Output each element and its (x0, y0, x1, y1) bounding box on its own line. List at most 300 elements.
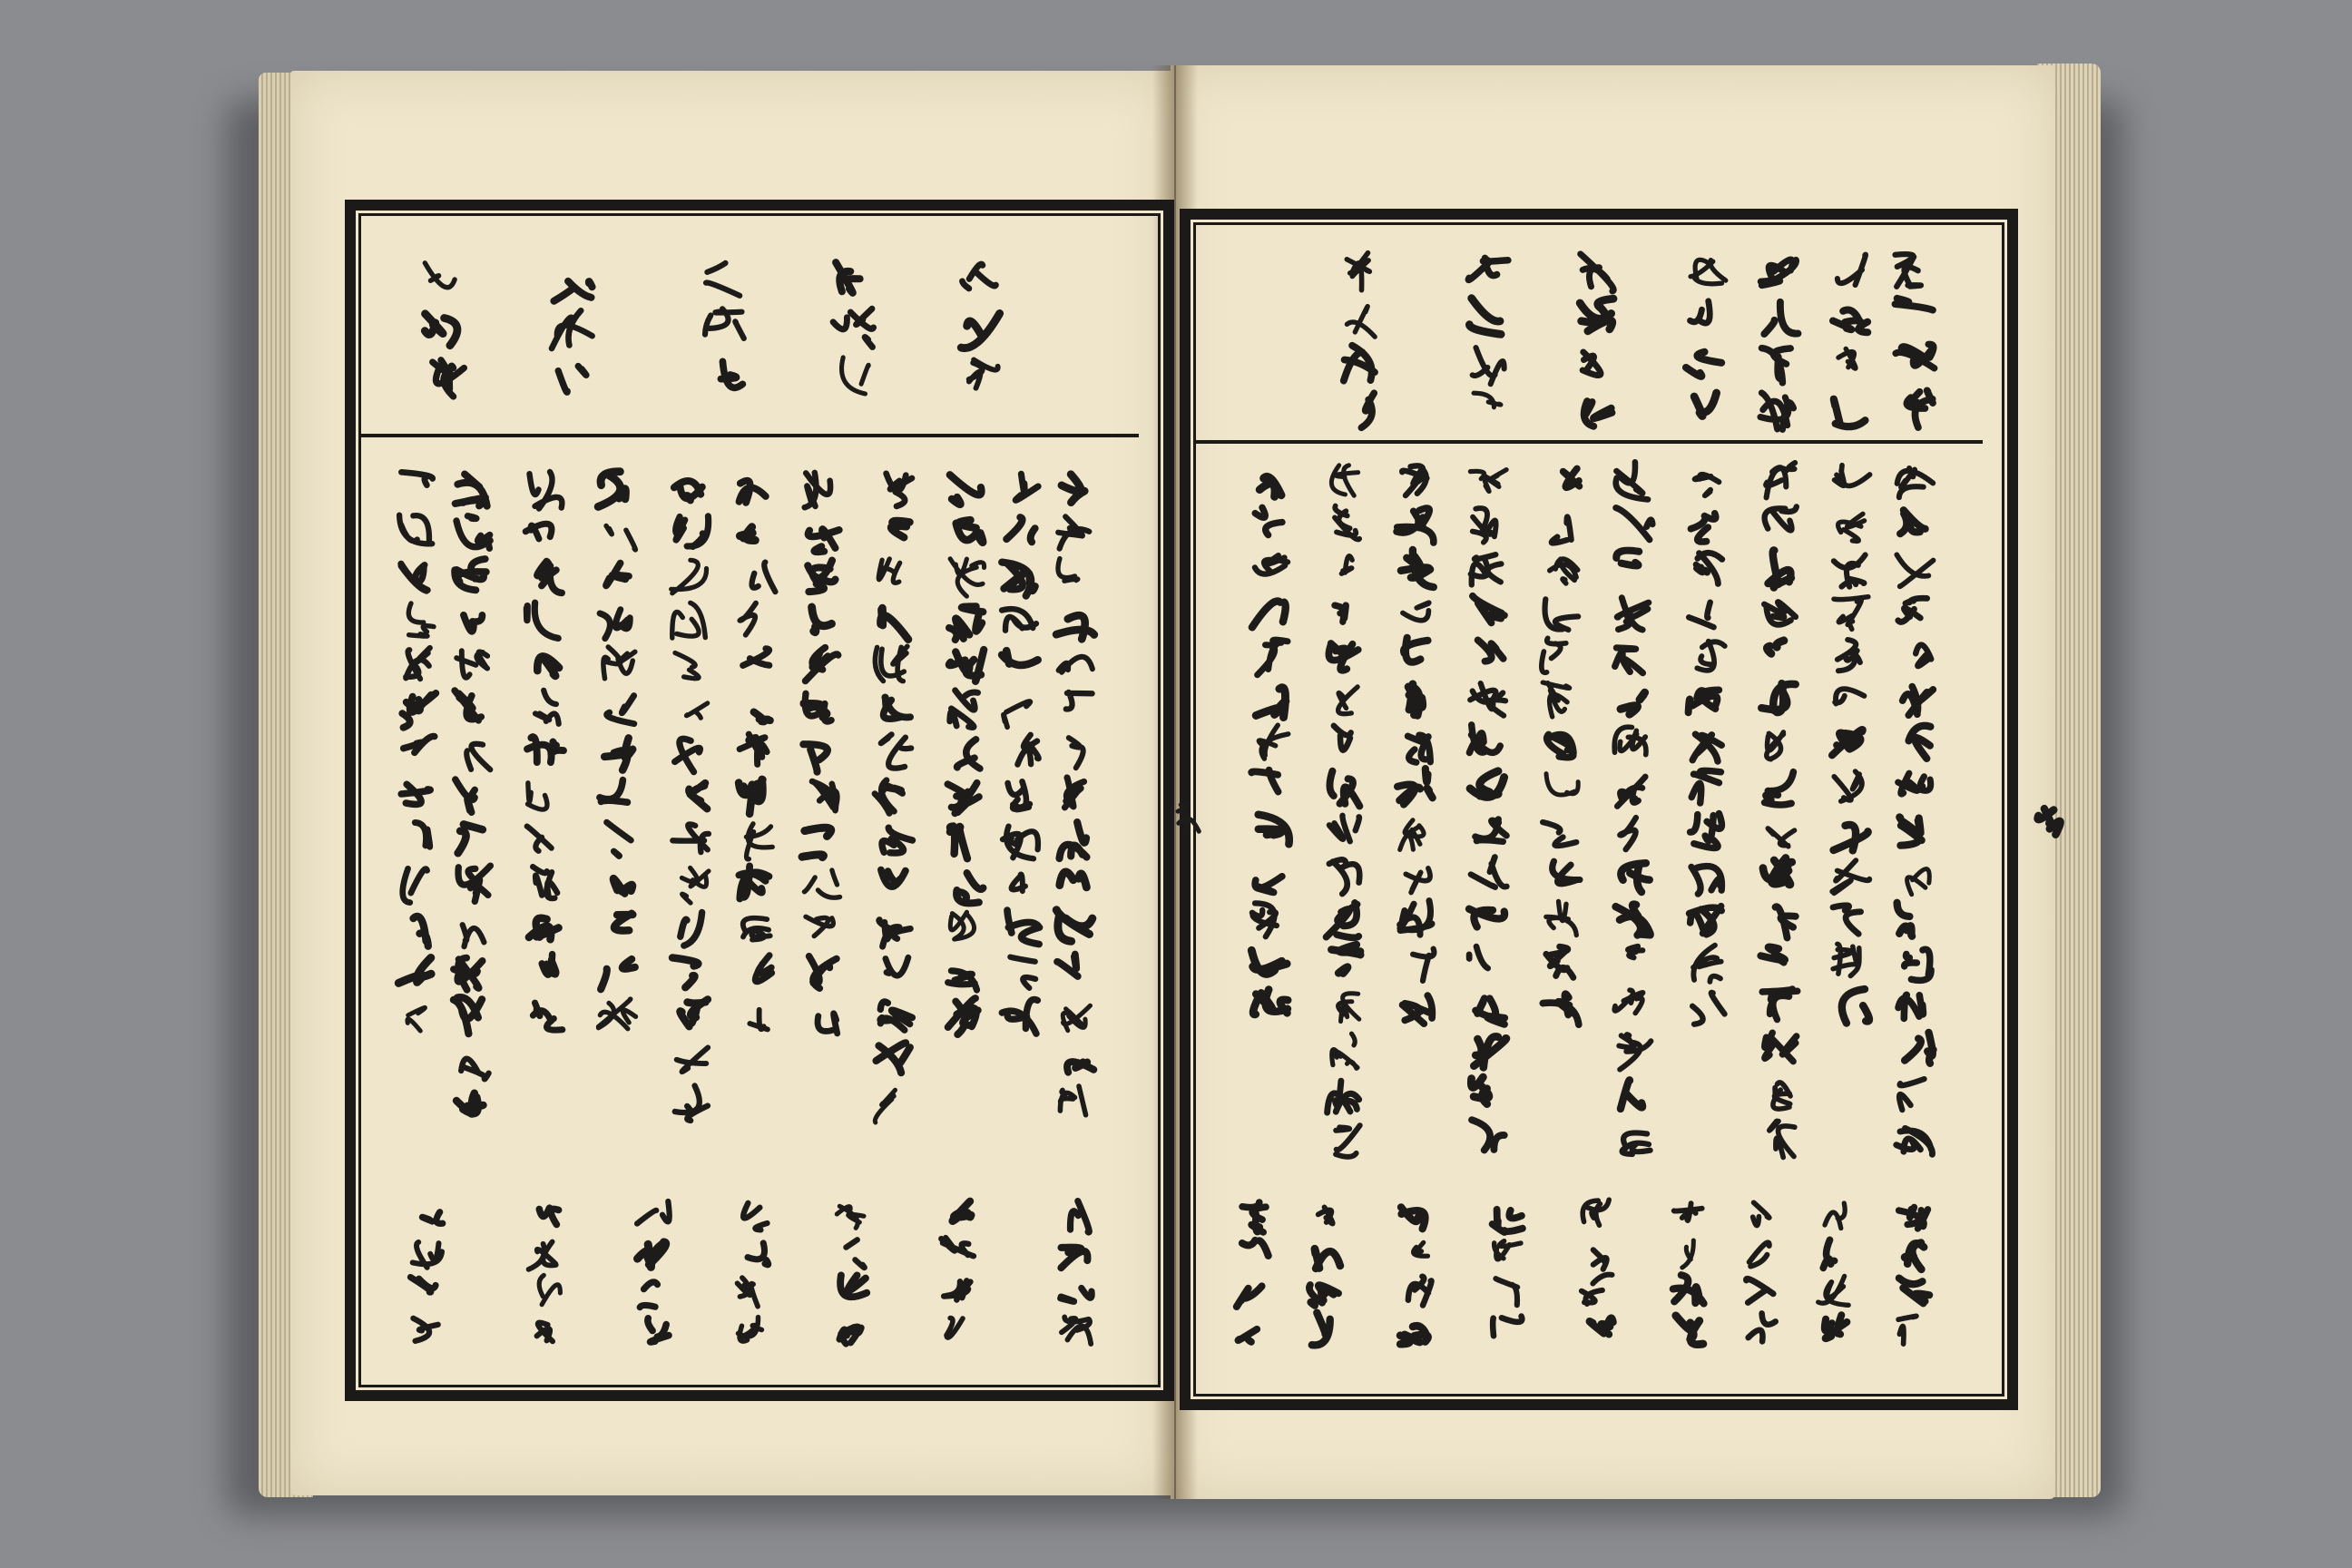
left-body-glyph (948, 998, 978, 1034)
left-footer-glyph (839, 1327, 861, 1344)
left-body-glyph (614, 914, 632, 931)
right-body-glyph (1896, 1128, 1933, 1154)
left-body-glyph (408, 603, 434, 636)
left-body-glyph (404, 736, 435, 752)
left-body-glyph (805, 473, 830, 507)
right-body-glyph (1899, 1079, 1925, 1110)
right-header-glyph (1690, 301, 1710, 323)
right-body-glyph (1764, 602, 1796, 624)
right-footer-glyph (1682, 1240, 1694, 1268)
right-body-glyph (1909, 726, 1931, 759)
left-body-glyph (1058, 516, 1089, 548)
left-body-glyph (947, 783, 979, 814)
right-body-glyph (1471, 554, 1502, 584)
right-body-glyph (1341, 556, 1352, 573)
right-header-glyph (1838, 255, 1866, 285)
right-body-glyph (1763, 858, 1792, 885)
right-body-glyph (1251, 950, 1287, 974)
right-body-glyph (1334, 726, 1351, 750)
right-body-glyph (1406, 868, 1430, 893)
left-footer-glyph (840, 1275, 867, 1297)
right-body-glyph (1546, 946, 1573, 977)
left-body-glyph (1064, 778, 1083, 808)
right-body-glyph (1616, 508, 1652, 540)
right-body-glyph (1616, 551, 1639, 566)
right-header-glyph (1347, 307, 1375, 338)
left-body-glyph (1058, 559, 1078, 582)
left-body-glyph (875, 646, 907, 681)
left-footer-glyph (648, 1318, 669, 1342)
left-body-glyph (600, 780, 628, 803)
left-footer-glyph (846, 1240, 864, 1268)
left-body-glyph (458, 824, 483, 853)
right-footer-glyph (1899, 1279, 1929, 1304)
left-body-glyph (675, 1086, 708, 1121)
right-body-glyph (1691, 770, 1720, 803)
left-body-glyph (884, 697, 911, 719)
right-body-glyph (1832, 860, 1869, 893)
right-body-glyph (1256, 688, 1286, 718)
right-header-glyph (1468, 258, 1508, 279)
right-body-glyph (1760, 947, 1785, 963)
left-body-glyph (456, 779, 475, 812)
right-footer-glyph (1825, 1203, 1845, 1229)
left-body-glyph (461, 1059, 488, 1080)
right-footer-glyph (1676, 1316, 1703, 1345)
left-body-glyph (812, 607, 832, 632)
left-body-glyph (672, 824, 709, 852)
right-header-glyph (1760, 260, 1796, 285)
right-body-glyph (1407, 735, 1430, 762)
right-body-glyph (1478, 640, 1504, 661)
right-body-glyph (1553, 861, 1580, 884)
right-body-glyph (1397, 769, 1433, 804)
right-body-glyph (1400, 901, 1432, 936)
left-body-glyph (454, 958, 483, 990)
right-body-glyph (1765, 506, 1797, 530)
left-footer-glyph (748, 1243, 769, 1265)
left-footer-glyph (941, 1238, 974, 1256)
left-body-glyph (527, 737, 564, 762)
right-body-glyph (1690, 514, 1715, 542)
left-body-glyph (948, 971, 977, 990)
left-body-glyph (542, 955, 556, 975)
left-header-glyph (706, 263, 740, 296)
left-body-glyph (672, 957, 698, 987)
right-body-glyph (1690, 906, 1722, 935)
right-body-glyph (1615, 648, 1643, 673)
left-body-glyph (809, 956, 837, 988)
left-body-glyph (875, 780, 902, 813)
right-header-glyph (1762, 348, 1791, 383)
left-body-glyph (1002, 563, 1035, 596)
right-body-glyph (1691, 867, 1721, 895)
left-body-glyph (887, 474, 912, 506)
left-body-glyph (464, 615, 483, 632)
right-body-glyph (1834, 597, 1868, 630)
left-body-glyph (1006, 517, 1034, 542)
right-header-glyph (1834, 399, 1866, 426)
right-footer-glyph (1400, 1326, 1428, 1344)
right-body-glyph (1916, 645, 1931, 666)
right-body-glyph (1896, 554, 1933, 586)
left-body-glyph (950, 912, 974, 939)
left-body-glyph (803, 693, 831, 721)
left-body-glyph (1002, 609, 1036, 631)
right-body-glyph (1329, 771, 1359, 807)
right-body-glyph (1255, 507, 1282, 534)
left-body-glyph (407, 1007, 426, 1031)
right-body-glyph (1328, 643, 1357, 671)
left-footer-glyph (539, 1275, 560, 1304)
right-body-glyph (1469, 909, 1504, 927)
left-body-glyph (456, 1093, 484, 1114)
right-body-glyph (1689, 603, 1713, 628)
right-body-glyph (1543, 994, 1579, 1024)
left-body-glyph (891, 521, 909, 537)
left-header-glyph (836, 262, 860, 293)
left-header-glyph (554, 281, 593, 301)
left-body-glyph (881, 870, 906, 887)
left-footer-glyph (539, 1208, 558, 1224)
left-body-glyph (1060, 1086, 1085, 1115)
right-body-glyph (1614, 990, 1642, 1013)
left-body-glyph (415, 823, 429, 848)
left-body-glyph (755, 956, 771, 982)
left-body-glyph (604, 738, 632, 769)
left-footer-glyph (637, 1201, 670, 1224)
right-body-glyph (1898, 598, 1927, 622)
right-body-glyph (1338, 994, 1359, 1022)
left-footer-glyph (738, 1278, 759, 1307)
left-footer-glyph (953, 1201, 972, 1221)
left-body-glyph (808, 529, 839, 552)
left-header-glyph (842, 358, 869, 394)
fold-glyph-right (2038, 808, 2061, 835)
left-body-glyph (533, 867, 557, 898)
right-footer-glyph (1312, 1313, 1330, 1346)
right-footer-glyph (1746, 1279, 1773, 1302)
right-body-glyph (1769, 550, 1791, 587)
right-body-glyph (1835, 689, 1864, 703)
right-footer-glyph (1309, 1285, 1338, 1306)
right-body-glyph (1331, 466, 1357, 495)
right-body-glyph (1473, 596, 1504, 623)
right-body-glyph (1767, 732, 1784, 760)
right-footer-glyph (1315, 1249, 1340, 1269)
right-body-glyph (1834, 771, 1862, 801)
right-body-glyph (1622, 1132, 1651, 1154)
right-footer-glyph (1495, 1279, 1517, 1305)
left-body-glyph (535, 691, 559, 724)
left-header-glyph (425, 314, 457, 346)
left-body-glyph (739, 866, 769, 898)
left-body-glyph (526, 603, 558, 638)
left-body-glyph (808, 561, 835, 593)
right-body-glyph (1331, 945, 1360, 974)
right-footer-glyph (1493, 1210, 1523, 1232)
left-body-glyph (740, 481, 766, 503)
right-footer-glyph (1749, 1242, 1769, 1266)
left-body-glyph (681, 913, 702, 946)
right-body-glyph (1550, 559, 1578, 583)
right-body-glyph (1403, 995, 1433, 1024)
right-body-glyph (1543, 682, 1569, 717)
right-body-glyph (1832, 730, 1863, 755)
left-body-glyph (606, 564, 629, 586)
right-body-glyph (1332, 1034, 1357, 1068)
right-body-glyph (1765, 1033, 1797, 1062)
right-footer-glyph (1818, 1276, 1849, 1305)
right-body-glyph (1907, 869, 1930, 895)
right-body-glyph (1834, 555, 1866, 587)
right-body-glyph (1833, 906, 1861, 934)
left-body-glyph (750, 1010, 768, 1030)
left-body-glyph (533, 1003, 562, 1030)
left-body-glyph (455, 559, 486, 590)
left-body-glyph (743, 649, 769, 666)
left-body-glyph (881, 608, 908, 639)
left-body-glyph (529, 918, 559, 939)
right-header-glyph (1760, 393, 1794, 430)
left-footer-glyph (946, 1318, 963, 1338)
right-body-glyph (1469, 725, 1500, 753)
right-body-glyph (1695, 475, 1720, 495)
left-body-glyph (802, 828, 831, 858)
right-body-glyph (1692, 993, 1725, 1024)
left-footer-glyph (1061, 1289, 1092, 1302)
right-body-glyph (1768, 828, 1794, 847)
left-body-glyph (956, 873, 983, 903)
left-body-glyph (403, 868, 427, 902)
left-body-glyph (1003, 827, 1038, 859)
left-body-glyph (677, 1047, 709, 1072)
right-footer-glyph (1242, 1202, 1266, 1232)
right-body-glyph (1767, 641, 1783, 653)
right-footer-glyph (1825, 1315, 1847, 1338)
left-header-glyph (705, 309, 744, 338)
right-footer-glyph (1494, 1241, 1521, 1259)
right-body-glyph (1473, 508, 1496, 543)
left-body-glyph (746, 824, 772, 859)
left-body-glyph (601, 959, 635, 989)
right-header-glyph (1473, 348, 1504, 384)
left-body-glyph (878, 559, 899, 583)
left-body-glyph (402, 693, 436, 728)
left-footer-glyph (1070, 1201, 1089, 1232)
right-body-glyph (1335, 506, 1359, 540)
right-footer-glyph (1899, 1207, 1928, 1229)
left-body-glyph (455, 691, 481, 720)
right-body-glyph (1547, 734, 1573, 757)
left-footer-glyph (1062, 1317, 1091, 1344)
left-body-glyph (401, 784, 430, 804)
left-body-glyph (739, 779, 762, 814)
right-body-glyph (1617, 598, 1649, 630)
right-footer-glyph (1242, 1240, 1269, 1256)
right-body-glyph (1899, 818, 1921, 846)
left-body-glyph (466, 744, 490, 769)
right-body-glyph (1470, 683, 1505, 716)
left-footer-glyph (837, 1206, 864, 1228)
right-header-glyph (1469, 299, 1501, 335)
left-body-glyph (686, 703, 707, 718)
right-footer-glyph (1590, 1318, 1613, 1334)
right-body-glyph (1696, 553, 1722, 583)
left-body-glyph (537, 656, 559, 676)
right-header-glyph (1838, 348, 1856, 368)
right-body-glyph (1628, 946, 1642, 957)
right-body-glyph (1692, 734, 1721, 761)
right-footer-glyph (1414, 1242, 1428, 1256)
right-header-glyph (1896, 254, 1921, 287)
left-body-glyph (600, 610, 630, 639)
left-body-glyph (607, 696, 634, 724)
left-body-glyph (740, 734, 767, 764)
right-body-glyph (1396, 508, 1434, 543)
right-body-glyph (1474, 1036, 1506, 1067)
right-body-glyph (1765, 772, 1794, 805)
right-body-glyph (1762, 989, 1798, 1020)
right-body-glyph (1471, 1077, 1489, 1104)
left-body-glyph (881, 734, 911, 768)
left-body-glyph (949, 606, 983, 640)
right-body-glyph (1766, 463, 1795, 497)
right-body-glyph (1838, 640, 1860, 671)
right-body-glyph (1543, 822, 1576, 846)
right-header-glyph (1833, 309, 1867, 332)
left-body-glyph (406, 648, 430, 679)
right-header-glyph (1581, 254, 1614, 291)
left-body-glyph (675, 739, 701, 772)
left-body-glyph (401, 472, 432, 485)
right-body-glyph (1336, 1125, 1360, 1157)
left-body-glyph (598, 472, 625, 507)
left-body-glyph (956, 520, 983, 543)
left-body-glyph (458, 866, 490, 901)
left-footer-glyph (638, 1242, 666, 1268)
left-body-glyph (456, 651, 487, 678)
left-body-glyph (877, 1043, 910, 1073)
left-header-glyph (425, 263, 455, 288)
left-body-glyph (674, 481, 702, 500)
right-body-glyph (1469, 946, 1488, 968)
left-header-glyph (720, 361, 742, 387)
right-body-glyph (1251, 770, 1278, 792)
left-header-glyph (552, 310, 593, 348)
right-body-glyph (1905, 1033, 1933, 1063)
right-footer-glyph (1401, 1207, 1426, 1229)
left-header-glyph (833, 309, 874, 347)
left-body-glyph (950, 691, 978, 728)
left-body-glyph (818, 1014, 838, 1034)
right-body-glyph (1616, 462, 1648, 499)
left-footer-glyph (413, 1242, 442, 1268)
right-body-glyph (1470, 771, 1504, 798)
right-body-glyph (1470, 470, 1506, 492)
right-body-glyph (1905, 949, 1931, 980)
right-header-glyph (1344, 346, 1375, 381)
right-body-glyph (1616, 905, 1651, 936)
left-body-glyph (1015, 474, 1038, 500)
left-body-glyph (454, 997, 482, 1034)
right-body-glyph (1413, 949, 1434, 981)
left-body-glyph (1060, 872, 1087, 887)
right-footer-glyph (1823, 1240, 1834, 1268)
left-body-glyph (882, 828, 913, 853)
right-footer-glyph (1237, 1286, 1262, 1307)
right-header-glyph (1361, 393, 1374, 427)
right-body-glyph (1472, 1120, 1504, 1150)
right-header-glyph (1896, 299, 1934, 310)
fold-glyph-left (1178, 805, 1199, 832)
right-header-glyph (1686, 352, 1721, 377)
right-footer-glyph (1753, 1202, 1769, 1225)
left-body-glyph (671, 560, 707, 593)
right-body-glyph (1897, 468, 1934, 497)
right-body-glyph (1408, 684, 1423, 715)
right-body-glyph (1546, 774, 1578, 795)
right-header-glyph (1347, 253, 1369, 290)
left-body-glyph (880, 1002, 912, 1030)
left-body-glyph (1069, 738, 1083, 768)
right-body-glyph (1259, 476, 1281, 496)
right-body-glyph (1690, 814, 1722, 848)
left-body-glyph (1062, 475, 1084, 503)
right-footer-glyph (1239, 1329, 1258, 1342)
left-body-glyph (950, 826, 967, 858)
right-footer-glyph (1493, 1317, 1522, 1337)
left-footer-glyph (743, 1203, 767, 1230)
right-footer-glyph (1673, 1275, 1704, 1303)
left-body-glyph (803, 744, 828, 772)
left-footer-glyph (413, 1318, 437, 1341)
right-body-glyph (1689, 690, 1720, 712)
left-body-glyph (806, 648, 838, 681)
right-body-glyph (1329, 859, 1359, 894)
left-header-glyph (969, 360, 998, 388)
right-body-glyph (1693, 946, 1721, 982)
right-body-glyph (1834, 825, 1868, 850)
right-body-glyph (1563, 468, 1580, 487)
left-header-glyph (433, 360, 465, 397)
right-header-glyph (1690, 260, 1726, 283)
right-body-glyph (1545, 599, 1579, 630)
right-body-glyph (1621, 1080, 1642, 1109)
right-footer-glyph (1674, 1203, 1702, 1220)
left-body-glyph (456, 516, 490, 549)
right-body-glyph (1842, 989, 1869, 1023)
right-body-glyph (1401, 550, 1434, 587)
right-body-glyph (1838, 514, 1865, 541)
left-footer-glyph (410, 1278, 436, 1293)
left-body-glyph (740, 603, 756, 635)
right-body-glyph (1404, 638, 1427, 662)
left-body-glyph (812, 781, 837, 810)
right-body-glyph (1335, 605, 1346, 622)
left-body-glyph (528, 783, 547, 809)
right-body-glyph (1259, 725, 1288, 759)
right-footer-glyph (1898, 1316, 1916, 1344)
left-body-glyph (1004, 701, 1030, 727)
left-body-glyph (463, 925, 485, 946)
left-body-glyph (537, 562, 562, 593)
left-footer-glyph (1061, 1248, 1087, 1269)
left-body-glyph (1057, 955, 1078, 977)
left-body-glyph (672, 603, 706, 638)
right-body-glyph (1400, 820, 1424, 850)
left-footer-glyph (640, 1282, 657, 1308)
